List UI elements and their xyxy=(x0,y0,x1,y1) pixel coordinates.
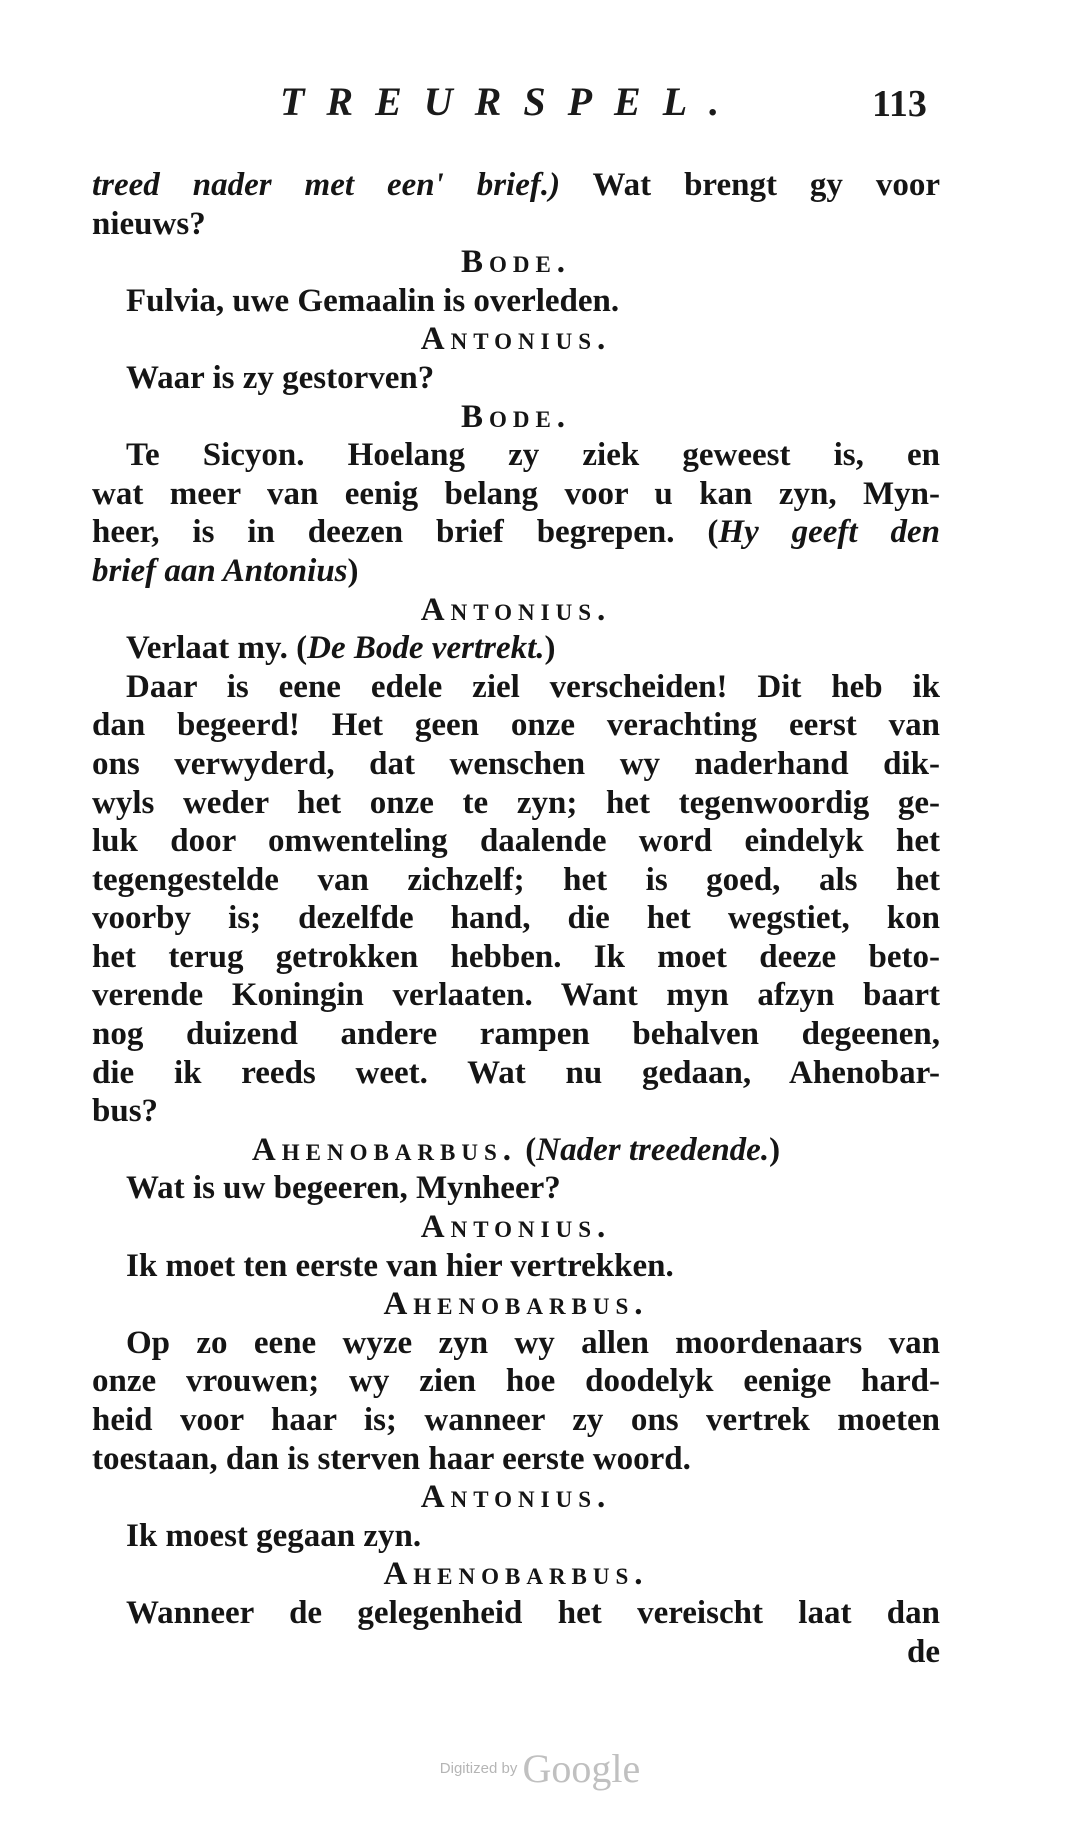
speaker-name: Antonius. xyxy=(420,1209,612,1246)
stage-direction: treed nader met een' brief.) xyxy=(92,167,561,203)
text-line: wat meer van eenig belang voor u kan zyn, Myn- xyxy=(92,475,940,512)
text-line: Ik moet ten eerste van hier vertrekken. xyxy=(126,1247,674,1284)
dialogue-text: ( xyxy=(517,1131,537,1168)
text-line: wyls weder het onze te zyn; het tegenwoordig ge- xyxy=(92,784,940,821)
page-number: 113 xyxy=(872,83,927,125)
catchword: de xyxy=(907,1633,940,1670)
text-line: nog duizend andere rampen behalven degeenen, xyxy=(92,1016,940,1053)
stage-direction: brief aan Antonius xyxy=(92,552,348,589)
speaker-name: Antonius. xyxy=(420,591,612,628)
speaker-name: Ahenobarbus. xyxy=(383,1556,649,1593)
dialogue-text: Verlaat my. ( xyxy=(126,630,308,667)
digitized-watermark xyxy=(0,1745,1080,1792)
text-line: nieuws? xyxy=(92,205,206,242)
text-line: het terug getrokken hebben. Ik moet deeze beto- xyxy=(92,938,940,975)
text-line: voorby is; dezelfde hand, die het wegstiet, kon xyxy=(92,900,940,937)
text-line xyxy=(92,513,940,552)
text-line: toestaan, dan is sterven haar eerste woord. xyxy=(92,1440,691,1477)
text-line: onze vrouwen; wy zien hoe doodelyk eenige hard- xyxy=(92,1363,940,1400)
speaker-name: Bode. xyxy=(460,244,572,281)
text-line: ons verwyderd, dat wenschen wy naderhand dik- xyxy=(92,745,940,782)
google-logo: Google xyxy=(522,1746,641,1791)
stage-direction: Hy geeft den xyxy=(718,514,940,551)
text-line: Fulvia, uwe Gemaalin is overleden. xyxy=(126,282,620,319)
text-line: Wat is uw begeeren, Mynheer? xyxy=(126,1170,561,1207)
text-line: tegengestelde van zichzelf; het is goed, als het xyxy=(92,861,940,898)
dialogue-text: ) xyxy=(769,1131,781,1168)
text-line: luk door omwenteling daalende word eindelyk het xyxy=(92,823,940,860)
text-line: Op zo eene wyze zyn wy allen moordenaars van xyxy=(126,1324,940,1361)
dialogue-text: ) xyxy=(544,630,556,667)
text-line xyxy=(92,629,940,668)
text-line xyxy=(92,552,940,591)
speaker-with-direction xyxy=(92,1131,940,1170)
speaker-name: Antonius. xyxy=(420,321,612,358)
text-line: dan begeerd! Het geen onze verachting eerst van xyxy=(92,707,940,744)
text-line: Ik moest gegaan zyn. xyxy=(126,1517,422,1554)
text-line xyxy=(92,166,940,205)
speaker-name: Ahenobarbus. xyxy=(251,1131,518,1168)
watermark-prefix: Digitized by xyxy=(439,1760,518,1777)
dialogue-text: ) xyxy=(347,552,359,589)
text-line: bus? xyxy=(92,1093,159,1130)
play-text xyxy=(92,166,940,1671)
text-line: Daar is eene edele ziel verscheiden! Dit heb ik xyxy=(126,668,940,705)
speaker-name: Bode. xyxy=(460,398,572,435)
speaker-name: Ahenobarbus. xyxy=(383,1286,649,1323)
dialogue-text: Wat brengt gy voor xyxy=(560,167,940,203)
text-line: heid voor haar is; wanneer zy ons vertrek moeten xyxy=(92,1402,940,1438)
dialogue-text: heer, is in deezen brief begrepen. ( xyxy=(92,514,719,551)
speaker-name: Antonius. xyxy=(420,1479,612,1516)
text-line: Te Sicyon. Hoelang zy ziek geweest is, en xyxy=(126,437,940,474)
text-line: Waar is zy gestorven? xyxy=(126,359,435,396)
text-line: verende Koningin verlaaten. Want myn afzyn baart xyxy=(92,977,940,1014)
stage-direction: Nader treedende. xyxy=(536,1131,770,1168)
running-title: TREURSPEL. xyxy=(280,79,742,124)
stage-direction: De Bode vertrekt. xyxy=(307,630,545,667)
running-head xyxy=(0,78,1080,128)
text-line: Wanneer de gelegenheid het vereischt laat dan xyxy=(126,1594,940,1631)
text-line: die ik reeds weet. Wat nu gedaan, Ahenobar- xyxy=(92,1054,940,1091)
